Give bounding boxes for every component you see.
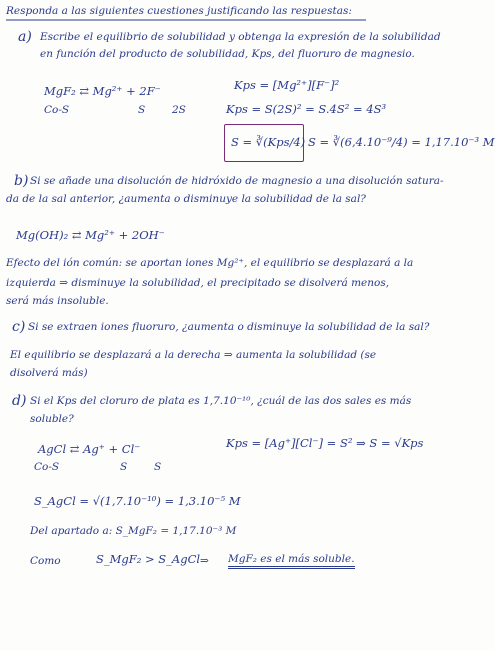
question-c-answer-line2: disolverá más) bbox=[10, 367, 88, 379]
question-a-solubility-result: S = ∛(6,4.10⁻⁹/4) = 1,17.10⁻³ M bbox=[308, 135, 495, 149]
question-a-conc-f: 2S bbox=[172, 104, 186, 116]
question-a-boxed-formula: S = ∛(Kps/4) bbox=[231, 135, 306, 149]
question-c-label: c) bbox=[12, 319, 26, 335]
question-a-kps-substitution: Kps = S(2S)² = S.4S² = 4S³ bbox=[226, 102, 387, 116]
question-b-reaction: Mg(OH)₂ ⇄ Mg²⁺ + 2OH⁻ bbox=[16, 228, 165, 242]
question-b-answer-line1: Efecto del ión común: se aportan iones Mg²⁺, el equilibrio se desplazará a la bbox=[6, 257, 414, 269]
question-d-line2: soluble? bbox=[30, 413, 74, 425]
question-c-answer-line1: El equilibrio se desplazará a la derecha ⇒ aumenta la solubilidad (se bbox=[10, 349, 377, 361]
question-b-answer-line3: será más insoluble. bbox=[6, 295, 109, 307]
question-d-comparison: S_MgF₂ > S_AgCl bbox=[96, 552, 201, 566]
question-d-reaction: AgCl ⇄ Ag⁺ + Cl⁻ bbox=[38, 442, 141, 456]
question-d-line1: Si el Kps del cloruro de plata es 1,7.10⁻¹⁰, ¿cuál de las dos sales es más bbox=[30, 395, 412, 407]
question-a-conc-initial: Co-S bbox=[44, 104, 70, 116]
question-c-line1: Si se extraen iones fluoruro, ¿aumenta o disminuye la solubilidad de la sal? bbox=[28, 321, 430, 333]
question-d-arrow: ⇒ bbox=[200, 555, 209, 567]
question-d-from-part-a: Del apartado a: S_MgF₂ = 1,17.10⁻³ M bbox=[30, 525, 237, 537]
question-a-line2: en función del producto de solubilidad, Kps, del fluoruro de magnesio. bbox=[40, 48, 415, 60]
question-d-label: d) bbox=[12, 393, 27, 409]
question-a-reaction: MgF₂ ⇄ Mg²⁺ + 2F⁻ bbox=[44, 84, 161, 98]
question-a-kps-expression: Kps = [Mg²⁺][F⁻]² bbox=[234, 78, 340, 92]
question-a-line1: Escribe el equilibrio de solubilidad y obtenga la expresión de la solubilidad bbox=[40, 31, 441, 43]
question-d-conc-initial: Co-S bbox=[34, 461, 60, 473]
question-b-answer-line2: izquierda ⇒ disminuye la solubilidad, el precipitado se disolverá menos, bbox=[6, 277, 390, 289]
question-d-conc-cl: S bbox=[154, 461, 162, 473]
question-b-line2: da de la sal anterior, ¿aumenta o disminuye la solubilidad de la sal? bbox=[6, 193, 366, 205]
question-b-line1: Si se añade una disolución de hidróxido de magnesio a una disolución satura- bbox=[30, 175, 444, 187]
question-b-label: b) bbox=[14, 173, 29, 189]
question-d-solubility-agcl: S_AgCl = √(1,7.10⁻¹⁰) = 1,3.10⁻⁵ M bbox=[34, 494, 241, 508]
question-a-conc-mg: S bbox=[138, 104, 146, 116]
question-d-kps-expression: Kps = [Ag⁺][Cl⁻] = S² ⇒ S = √Kps bbox=[226, 436, 424, 450]
question-a-label: a) bbox=[18, 29, 32, 45]
question-d-conclusion: MgF₂ es el más soluble. bbox=[228, 554, 355, 569]
header-instructions: Responda a las siguientes cuestiones justificando las respuestas: bbox=[6, 5, 352, 17]
question-d-conc-ag: S bbox=[120, 461, 128, 473]
question-d-como-label: Como bbox=[30, 555, 61, 567]
